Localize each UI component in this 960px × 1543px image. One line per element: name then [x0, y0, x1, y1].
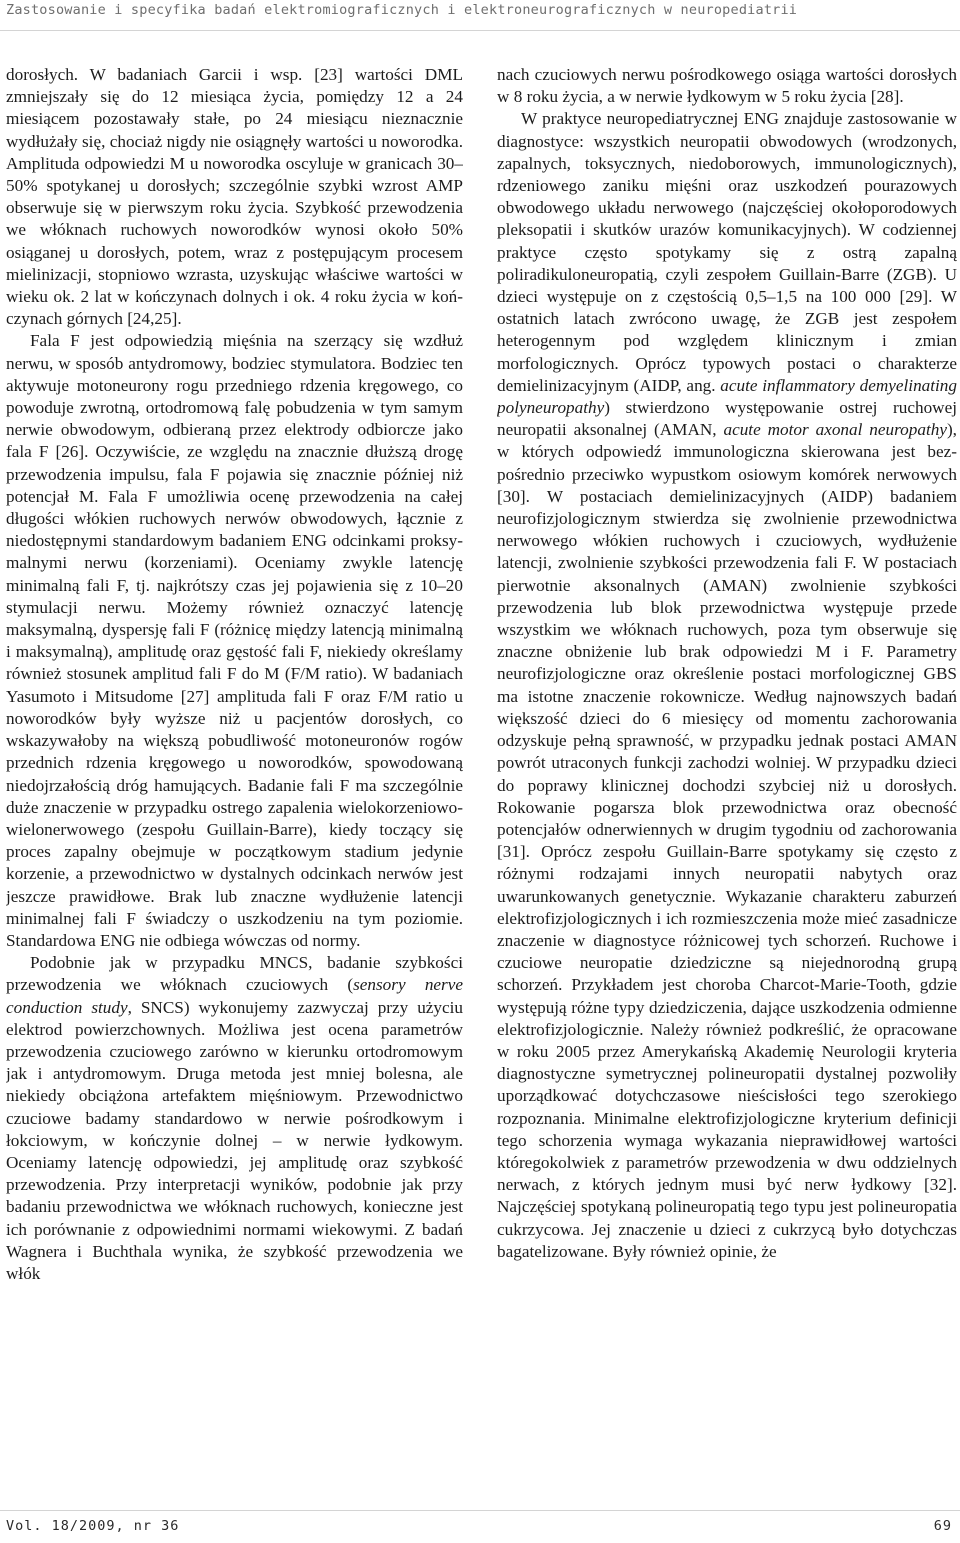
running-header: Zastosowanie i specyfika badań elektromiograficznych i elektroneurograficznych w neuropediatrii — [6, 2, 798, 18]
paragraph-sensory-norms: nach czuciowych nerwu pośrodkowego osiąga wartości dorosłych w 8 roku życia, a w nerwie łydkowym w 5 roku życia [28]. — [497, 65, 957, 107]
aman-term: acute motor axonal neuropathy — [723, 420, 947, 440]
left-text-column — [6, 64, 463, 1498]
paragraph-f-wave: Fala F jest odpowiedzią mięśnia na szerzący się wzdłuż nerwu, w sposób antydromowy, bodziec stymulatora. Bodziec ten aktywuje motoneurony rogu przedniego rdzenia kręgowego, co powoduje zwrotną, ortodromową falę pobudzenia w tym samym nerwie obwodowym, odbieraną przez elektrody odbiorcze jako fala F [26]. Oczywiście, ze względu na znacznie dłuższą drogę przewodzenia impulsu, fala F pojawia się znacznie później niż potencjał M. Fala F umożliwia ocenę przewodzenia na całej długości włókien ruchowych nerwów obwodowych, łącznie z niedostępnymi standardowym badaniem ENG odcinkami proksymalnymi nerwu (korzeniami). Oceniamy zwykle latencję minimalną fali F, tj. najkrótszy czas jej pojawienia się z 10–20 stymulacji nerwu. Możemy również oznaczyć latencję maksymalną, dyspersję fali F (różnicę między latencją minimalną i maksymalną), amplitudę oraz gęstość fali F, niekiedy określamy również stosunek amplitud fali F do M (F/M ratio). W badaniach Yasumoto i Mitsudome [27] amplituda fali F oraz F/M ratio u noworodków były wyższe niż u pacjentów dorosłych, co wskazywałoby na większą pobudliwość motoneuronów rogów przednich rdzenia kręgowego u noworodków, spowodowaną niedojrzałością dróg hamujących. Badanie fali F ma szczególnie duże znaczenie w przypadku ostrego zapalenia wielokorzeniowo-wielonerwowego (zespołu Guillain-Barre), kiedy toczący się proces zapalny obejmuje w początkowym stadium jedynie korzenie, a przewodnictwo w dystalnych odcinkach nerwów jest jeszcze prawidłowe. Brak lub znaczne wydłużenie latencji minimalnej fali F świadczy o uszkodzeniu na tym poziomie. Standardowa ENG nie odbiega wówczas od normy. — [6, 331, 463, 950]
right-text-column — [497, 64, 957, 1498]
sncs-term: sensory nerve conduction study — [6, 975, 463, 1017]
eng-text-part-1: W praktyce neuropediatrycznej ENG znajduje zastosowanie w diagnostyce: wszystkich neuropatii obwodowych (wrodzonych, zapalnych, toksycznych, niedoborowych, immunologicznych), rdzeniowego zaniku mięśni oraz uszkodzeń pourazowych obwodowego układu nerwowego (najczęściej okołoporodowych pleksopatii i skutków urazów komunikacyjnych). W codziennej praktyce często spotykamy się z ostrą zapalną poliradikuloneuropatią, czyli zespołem Guillain-Barre (ZGB). U dzieci występuje on z częstością 0,5–1,5 na 100 000 [29]. W ostatnich latach zwrócono uwagę, że ZGB jest zespołem heterogennym pod względem klinicznym i zmian morfologicznych. Oprócz typowych postaci o charakterze demielinizacyjnym (AIDP, ang. — [497, 109, 957, 395]
page-number: 69 — [933, 1518, 952, 1534]
eng-text-part-2: ) stwierdzono występowanie ostrej ruchowej neuropatii aksonalnej (AMAN, — [497, 398, 957, 440]
sncs-text-start: Podobnie jak w przypadku MNCS, badanie szybkości przewodzenia we włóknach czuciowych ( — [6, 953, 463, 995]
eng-text-part-3: ), w których odpowiedź immunologiczna skierowana jest bezpośrednio przeciwko wypustkom osiowym komórek nerwowych [30]. W postaciach demielinizacyjnych (AIDP) badaniem neurofizjologicznym stwierdza się zwolnienie przewodnictwa nerwowego włókien ruchowych i czuciowych, wydłużenie latencji, zwolnienie szybkości przewodzenia fali F. W postaciach pierwotnie aksonalnych (AMAN) zwolnienie szybkości przewodzenia lub blok przewodnictwa występuje przede wszystkim we włóknach ruchowych, poza tym obserwuje się znaczne obniżenie lub brak odpowiedzi M i F. Parametry neurofizjologiczne oraz określenie postaci morfologicznej GBS ma istotne znaczenie rokownicze. Według najnowszych badań większość dzieci do 6 miesięcy od momentu zachorowania odzyskuje pełną sprawność, w przypadku jednak postaci AMAN powrót utraconych funkcji zachodzi wolniej. W przypadku dzieci do poprawy klinicznej dochodzi szybciej niż u dorosłych. Rokowanie pogarsza blok przewodnictwa oraz obecność potencjałów odnerwiennych w drugim tygodniu od zachorowania [31]. Oprócz zespołu Guillain-Barre spotykamy się często z różnymi rodzajami innych neuropatii nabytych oraz uwarunkowanych genetycznie. Wykazanie charakteru zaburzeń elektrofizjologicznych i ich rozmieszczenia może mieć zasadnicze znaczenie w diagnostyce różnicowej tych schorzeń. Ruchowe i czuciowe neuropatie dziedziczne są niejednorodną grupą schorzeń. Przykładem jest choroba Charcot-Marie-Tooth, gdzie występują różne typy dziedziczenia, dające uszkodzenia odmienne elektrofizjologicznie. Należy również podkreślić, że opracowane w roku 2005 przez Amerykańską Akademię Neurologii kryteria diagnostyczne symetrycznej polineuropatii dystalnej pozwoliły uporządkować dotychczasowe nieścisłości tego szerokiego rozpoznania. Minimalne elektrofizjologiczne kryterium definicji tego schorzenia wymaga wykazania nieprawidłowej wartości któregokolwiek z parametrów przewodzenia w dwu oddzielnych nerwach, z których jednym musi być nerw łydkowy [32]. Najczęściej spotykaną polineuropatią tego typu jest polineuropatia cukrzycowa. Jej znaczenie u dzieci z cukrzycą było dotychczas bagatelizowane. Były również opinie, że — [497, 420, 957, 1261]
paragraph-sncs — [6, 952, 463, 1285]
aidp-term: acute inflammatory demyelinating polyneuropathy — [497, 375, 957, 418]
paragraph-continued: dorosłych. W badaniach Garcii i wsp. [23] wartości DML zmniejszały się do 12 miesiąca życia, pomiędzy 12 a 24 miesiącem pozostawały stałe, po 24 miesiącu nieznacznie wydłużały się, chociaż nigdy nie osiągnęły wartości u noworodka. Amplituda odpowiedzi M u noworodka oscyluje w granicach 30–50% spotykanej u dorosłych; szczególnie szybki wzrost AMP obserwuje się w pierwszym roku życia. Szybkość przewodzenia we włóknach ruchowych noworodków wynosi około 50% osiąganej u dorosłych, potem, wraz z postępującym procesem mielinizacji, stopniowo wzrasta, uzyskując właściwe wartości w wieku ok. 2 lat w kończynach dolnych i ok. 4 roku życia w kończynach górnych [24,25]. — [6, 65, 463, 329]
footer-divider — [0, 1510, 960, 1511]
paragraph-eng-practice — [497, 108, 957, 1263]
sncs-text-end: , SNCS) wykonujemy zazwyczaj przy użyciu elektrod powierzchownych. Możliwa jest ocena parametrów przewodzenia czuciowego zarówno w kierunku ortodromowym jak i antydromowym. Druga metoda jest mniej bolesna, ale niekiedy obciążona artefaktem mięśniowym. Przewodnictwo czuciowe badamy standardowo w nerwie pośrodkowym i łokciowym, w kończynie dolnej – w nerwie łydkowym. Oceniamy latencję odpowiedzi, jej amplitudę oraz szybkość przewodzenia. Przy interpretacji wyników, podobnie jak przy badaniu przewodnictwa we włóknach ruchowych, konieczne jest ich porównanie z odpowiednimi normami wiekowymi. Z badań Wagnera i Buchthala wynika, że szybkość przewodzenia we włók — [6, 997, 463, 1283]
issue-info: Vol. 18/2009, nr 36 — [6, 1518, 180, 1534]
header-divider — [0, 30, 960, 31]
